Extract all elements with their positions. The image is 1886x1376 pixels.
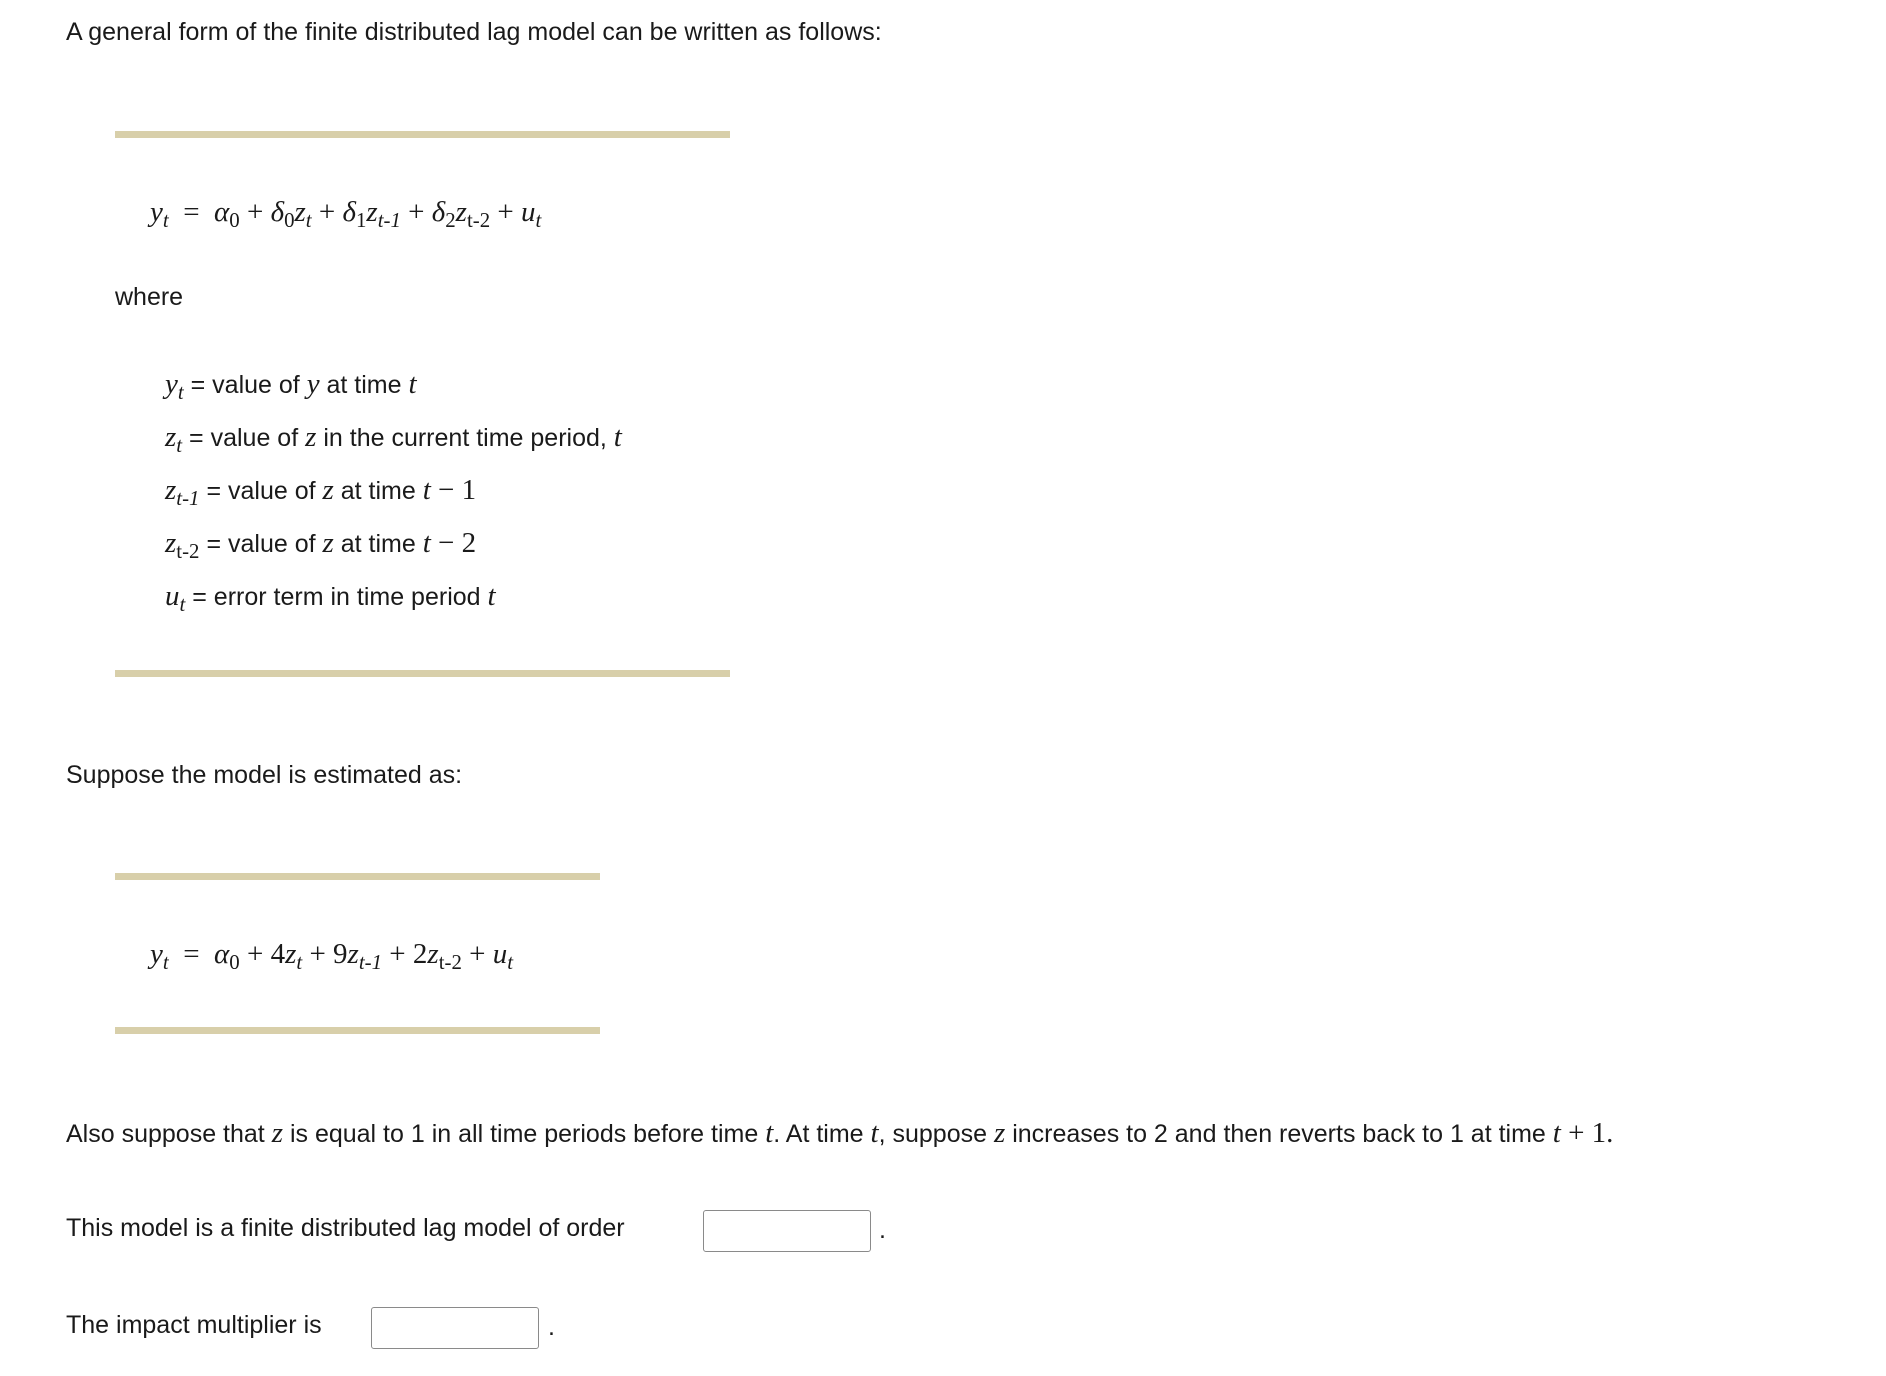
definition-zt-1: $z_{t-1}$ = value of z at time t − 1 [165, 474, 477, 510]
top-rule-general [115, 131, 730, 138]
impact-period: . [548, 1313, 555, 1341]
impact-multiplier-input[interactable] [371, 1307, 539, 1349]
bottom-rule-general [115, 670, 730, 677]
top-rule-estimated [115, 873, 600, 880]
order-answer-input[interactable] [703, 1210, 871, 1252]
impact-question-label: The impact multiplier is [66, 1311, 322, 1339]
definition-yt: $y_t$ = value of y at time t [165, 368, 417, 404]
intro-text: A general form of the finite distributed lag model can be written as follows: [66, 18, 882, 46]
bottom-rule-estimated [115, 1027, 600, 1034]
definition-zt: $z_t$ = value of z in the current time period, t [165, 421, 622, 457]
where-label: where [115, 283, 184, 311]
order-period: . [879, 1216, 886, 1244]
general-model-equation: $y_t = \alpha_0 + \delta_0z_t + \delta_1z_{t-1} + \delta_2z_{t-2} + u_t$ [150, 196, 542, 232]
order-question-label: This model is a finite distributed lag model of order [66, 1214, 625, 1242]
definition-ut: $u_t$ = error term in time period t [165, 580, 496, 616]
also-suppose-text: Also suppose that z is equal to 1 in all time periods before time t. At time t, suppose z increases to 2 and then reverts back to 1 at time t + 1. [66, 1117, 1614, 1149]
suppose-estimated-text: Suppose the model is estimated as: [66, 761, 463, 789]
estimated-model-equation: $y_t = \alpha_0 + 4z_t + 9z_{t-1} + 2z_{t-2} + u_t$ [150, 938, 514, 974]
definition-zt-2: $z_{t-2}$ = value of z at time t − 2 [165, 527, 477, 563]
